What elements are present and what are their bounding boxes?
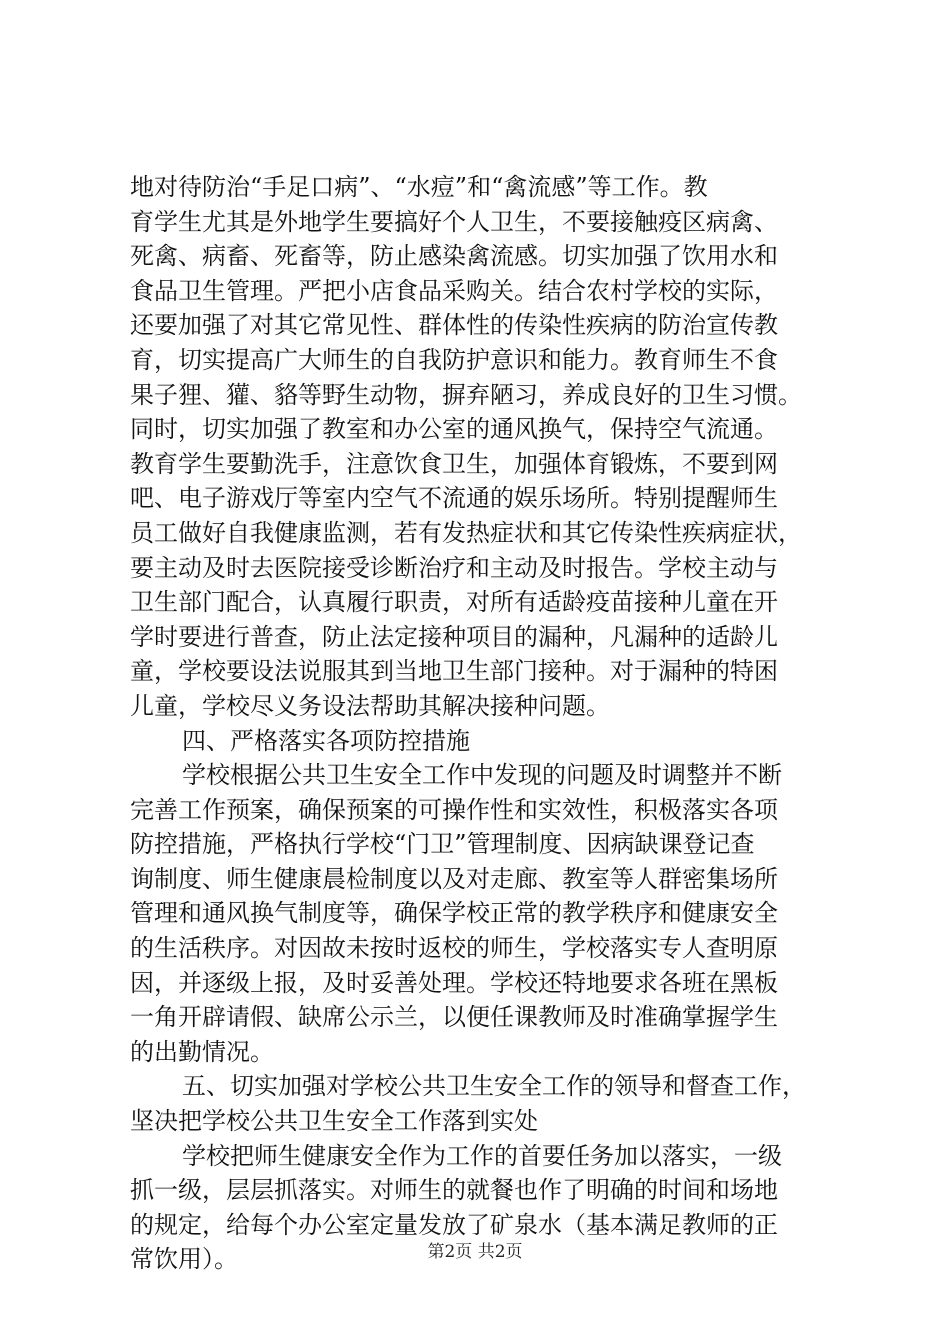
text-line: 的出勤情况。: [130, 1037, 274, 1066]
text-line: 学时要进行普查，防止法定接种项目的漏种，凡漏种的适龄儿: [130, 622, 778, 651]
text-line: 五、切实加强对学校公共卫生安全工作的领导和督查工作，: [182, 1072, 806, 1101]
text-line: 吧、电子游戏厅等室内空气不流通的娱乐场所。特别提醒师生: [130, 484, 778, 513]
text-line: 地对待防治“手足口病”、“水痘”和“禽流感”等工作。教: [130, 173, 708, 201]
text-line: 的生活秩序。对因故未按时返校的师生，学校落实专人查明原: [130, 934, 778, 963]
text-line: 食品卫生管理。严把小店食品采购关。结合农村学校的实际，: [130, 276, 778, 305]
text-line: 防控措施，严格执行学校“门卫”管理制度、因病缺课登记查: [130, 830, 755, 859]
text-line: 死禽、病畜、死畜等，防止感染禽流感。切实加强了饮用水和: [130, 242, 778, 271]
text-line: 还要加强了对其它常见性、群体性的传染性疾病的防治宣传教: [130, 311, 778, 340]
text-line: 员工做好自我健康监测，若有发热症状和其它传染性疾病症状，: [130, 518, 802, 547]
text-line: 同时，切实加强了教室和办公室的通风换气，保持空气流通。: [130, 415, 778, 444]
text-line: 育，切实提高广大师生的自我防护意识和能力。教育师生不食: [130, 345, 778, 374]
text-line: 询制度、师生健康晨检制度以及对走廊、教室等人群密集场所: [130, 864, 778, 893]
text-line: 学校把师生健康安全作为工作的首要任务加以落实，一级: [182, 1141, 782, 1170]
text-line: 果子狸、獾、貉等野生动物，摒弃陋习，养成良好的卫生习惯。: [130, 380, 802, 409]
text-line: 育学生尤其是外地学生要搞好个人卫生，不要接触疫区病禽、: [130, 207, 778, 236]
text-line: 的规定，给每个办公室定量发放了矿泉水（基本满足教师的正: [130, 1210, 778, 1239]
text-line: 一角开辟请假、缺席公示兰，以便任课教师及时准确掌握学生: [130, 1003, 778, 1032]
page-footer: 第2页 共2页: [427, 1242, 523, 1262]
text-line: 完善工作预案，确保预案的可操作性和实效性，积极落实各项: [130, 795, 778, 824]
text-line: 因，并逐级上报，及时妥善处理。学校还特地要求各班在黑板: [130, 968, 778, 997]
text-line: 管理和通风换气制度等，确保学校正常的教学秩序和健康安全: [130, 899, 778, 928]
text-line: 要主动及时去医院接受诊断治疗和主动及时报告。学校主动与: [130, 553, 778, 582]
text-line: 四、严格落实各项防控措施: [182, 726, 470, 755]
document-body: [130, 170, 842, 1277]
text-line: 教育学生要勤洗手，注意饮食卫生，加强体育锻炼，不要到网: [130, 449, 778, 478]
text-line: 坚决把学校公共卫生安全工作落到实处: [130, 1107, 538, 1136]
text-line: 学校根据公共卫生安全工作中发现的问题及时调整并不断: [182, 761, 782, 790]
text-line: 抓一级，层层抓落实。对师生的就餐也作了明确的时间和场地: [130, 1176, 778, 1205]
text-line: 常饮用）。: [130, 1245, 238, 1274]
text-line: 儿童，学校尽义务设法帮助其解决接种问题。: [130, 691, 610, 720]
text-line: 卫生部门配合，认真履行职责，对所有适龄疫苗接种儿童在开: [130, 588, 778, 617]
text-line: 童，学校要设法说服其到当地卫生部门接种。对于漏种的特困: [130, 657, 778, 686]
